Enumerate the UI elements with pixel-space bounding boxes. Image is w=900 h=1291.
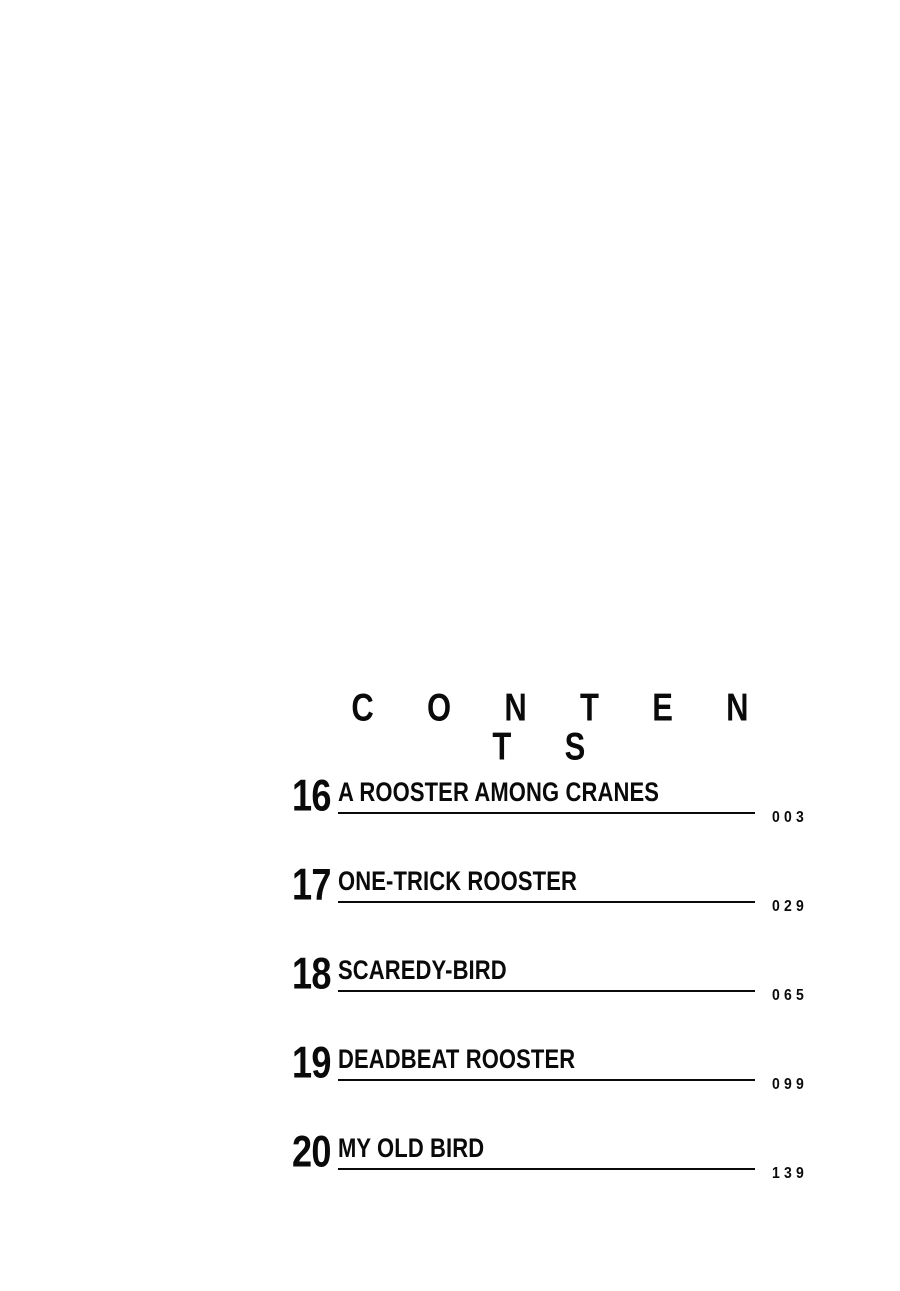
toc-leader-rule bbox=[338, 990, 755, 992]
toc-entry-page-number: 065 bbox=[772, 985, 808, 1004]
toc-entry-number: 19 bbox=[292, 1038, 331, 1089]
toc-entry[interactable] bbox=[0, 1035, 900, 1124]
toc-entry-title: MY OLD BIRD bbox=[338, 1132, 485, 1164]
toc-entry[interactable] bbox=[0, 857, 900, 946]
toc-entry-number: 17 bbox=[292, 860, 331, 911]
toc-entry[interactable] bbox=[0, 768, 900, 857]
toc-entry-number: 16 bbox=[292, 771, 331, 822]
page-title: C O N T E N T S bbox=[351, 685, 771, 768]
toc-entry-title: DEADBEAT ROOSTER bbox=[338, 1043, 576, 1075]
toc-entry-number: 20 bbox=[292, 1127, 331, 1178]
toc-entry-title: ONE-TRICK ROOSTER bbox=[338, 865, 577, 897]
toc-entry-number: 18 bbox=[292, 949, 331, 1000]
toc-leader-rule bbox=[338, 901, 755, 903]
toc-entry-page-number: 139 bbox=[772, 1163, 808, 1182]
toc-leader-rule bbox=[338, 1079, 755, 1081]
toc-entry-page-number: 029 bbox=[772, 896, 808, 915]
toc-entry-page-number: 099 bbox=[772, 1074, 808, 1093]
toc-entry-title: A ROOSTER AMONG CRANES bbox=[338, 776, 660, 808]
table-of-contents bbox=[0, 768, 900, 1213]
toc-entry[interactable] bbox=[0, 946, 900, 1035]
toc-entry-page-number: 003 bbox=[772, 807, 808, 826]
toc-entry-title: SCAREDY-BIRD bbox=[338, 954, 507, 986]
toc-leader-rule bbox=[338, 812, 755, 814]
toc-entry[interactable] bbox=[0, 1124, 900, 1213]
toc-leader-rule bbox=[338, 1168, 755, 1170]
